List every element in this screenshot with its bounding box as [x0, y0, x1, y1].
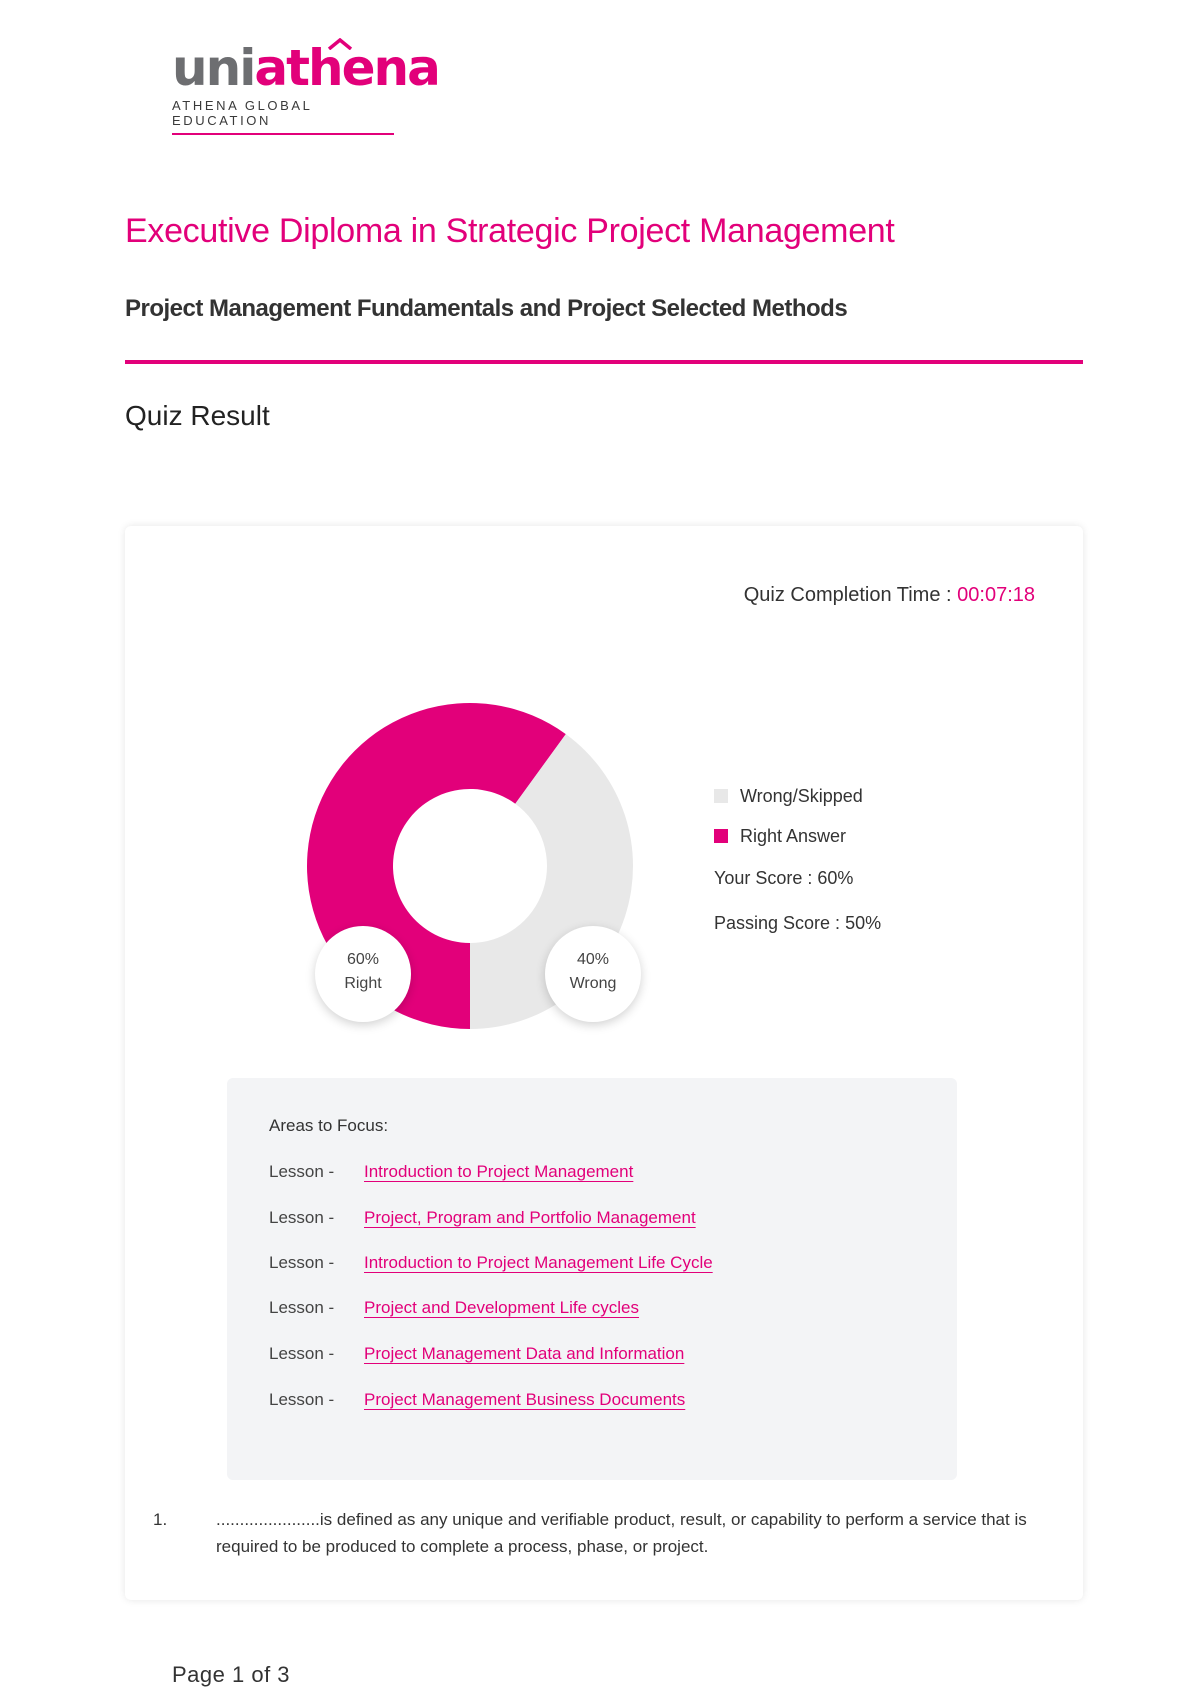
lesson-prefix: Lesson - [269, 1253, 335, 1272]
quiz-result-card [125, 526, 1083, 1600]
legend-swatch-wrong [714, 789, 728, 803]
logo-wordmark [172, 39, 439, 97]
lesson-row [269, 1344, 684, 1364]
right-text-label: Right [344, 975, 382, 992]
areas-to-focus-panel [227, 1078, 957, 1480]
legend-item-wrong [714, 776, 881, 816]
legend-swatch-right [714, 829, 728, 843]
completion-time-value: 00:07:18 [957, 584, 1035, 606]
chart-legend [714, 776, 881, 946]
completion-time-label: Quiz Completion Time : [743, 584, 958, 606]
lesson-link[interactable]: Introduction to Project Management Life Cycle [364, 1253, 713, 1272]
section-title: Quiz Result [125, 400, 270, 431]
lesson-link[interactable]: Introduction to Project Management [364, 1162, 634, 1181]
question-item [153, 1506, 1033, 1560]
logo-roof-icon [327, 38, 353, 50]
lesson-prefix: Lesson - [269, 1344, 335, 1363]
legend-label-right: Right Answer [740, 825, 847, 846]
lesson-link[interactable]: Project and Development Life cycles [364, 1298, 639, 1317]
areas-to-focus-title: Areas to Focus: [269, 1116, 389, 1135]
lesson-row [269, 1253, 713, 1273]
logo-uni: uni [172, 39, 255, 97]
lesson-prefix: Lesson - [269, 1390, 335, 1409]
right-pct-label: 60% [346, 951, 380, 968]
passing-score: Passing Score : 50% [714, 913, 882, 933]
question-number: 1. [153, 1510, 168, 1529]
logo-tagline: ATHENA GLOBAL EDUCATION [172, 98, 394, 135]
lesson-prefix: Lesson - [269, 1162, 335, 1181]
legend-label-wrong: Wrong/Skipped [740, 785, 863, 806]
course-title: Executive Diploma in Strategic Project Management [125, 212, 895, 250]
lesson-prefix: Lesson - [269, 1298, 335, 1317]
completion-time [744, 584, 1035, 607]
legend-item-right [714, 816, 881, 856]
right-percentage-bubble [315, 926, 411, 1022]
uniathena-logo [172, 39, 439, 135]
lesson-row [269, 1390, 685, 1410]
title-divider [125, 360, 1083, 364]
your-score: Your Score : 60% [714, 868, 854, 888]
question-text: ......................is defined as any unique and verifiable product, result, or capability to perform a service that is required to be produced to complete a process, phase, or project. [216, 1510, 1027, 1556]
module-title: Project Management Fundamentals and Project Selected Methods [125, 295, 848, 322]
lesson-link[interactable]: Project, Program and Portfolio Management [364, 1208, 696, 1227]
lesson-link[interactable]: Project Management Data and Information [364, 1344, 685, 1363]
logo-athena: athena [254, 39, 439, 97]
wrong-text-label: Wrong [569, 975, 617, 992]
lesson-row [269, 1162, 633, 1182]
wrong-pct-label: 40% [576, 951, 610, 968]
lesson-prefix: Lesson - [269, 1208, 335, 1227]
wrong-percentage-bubble [545, 926, 641, 1022]
lesson-row [269, 1298, 639, 1318]
page-number: Page 1 of 3 [172, 1662, 291, 1687]
lesson-link[interactable]: Project Management Business Documents [364, 1390, 686, 1409]
lesson-row [269, 1208, 696, 1228]
